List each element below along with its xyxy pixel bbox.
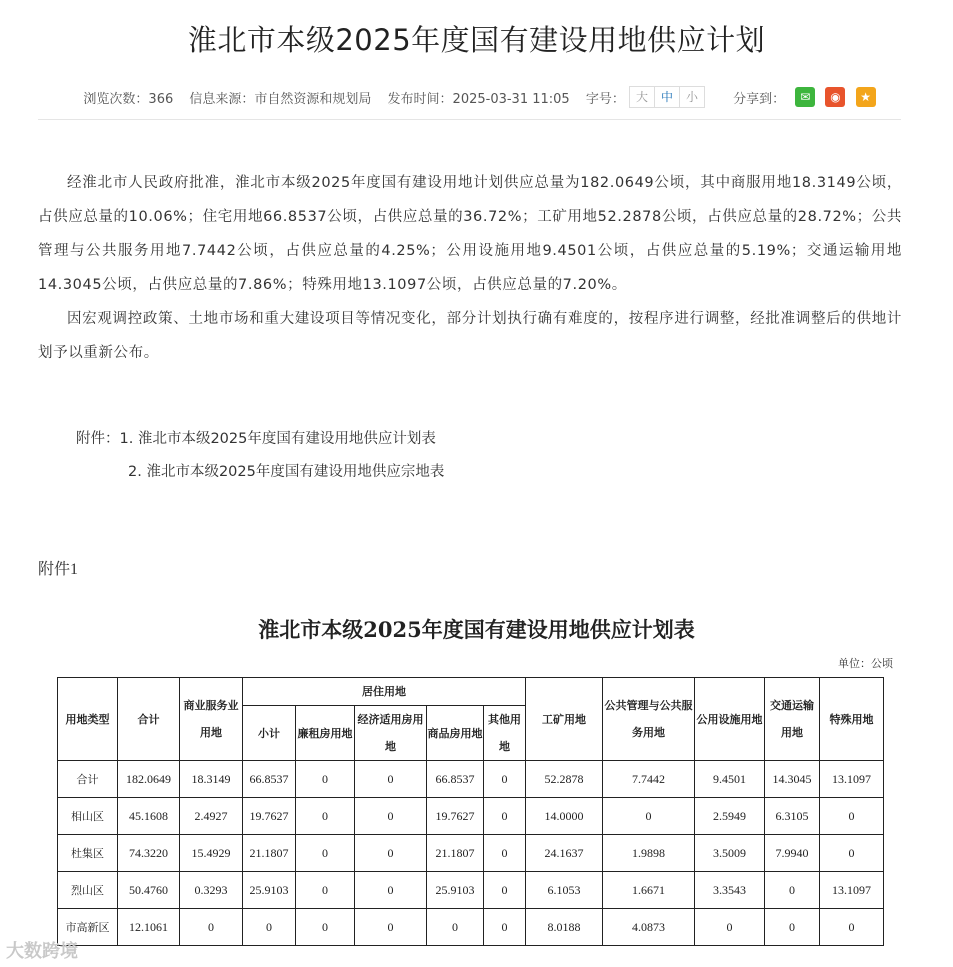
- table-row: [58, 798, 884, 835]
- table-cell: 182.0649: [118, 761, 180, 798]
- weibo-icon[interactable]: ◉: [825, 87, 845, 107]
- table-cell: 0: [355, 835, 427, 872]
- table-cell: 12.1061: [118, 909, 180, 946]
- table-cell: 19.7627: [427, 798, 484, 835]
- table-cell: 66.8537: [243, 761, 296, 798]
- header-industrial: 工矿用地: [526, 678, 603, 761]
- attachment-link-1[interactable]: 附件：1. 淮北市本级2025年度国有建设用地供应计划表: [76, 431, 436, 447]
- table-cell: 24.1637: [526, 835, 603, 872]
- table-cell: 0: [484, 872, 526, 909]
- paragraph-adjustment: 因宏观调控政策、土地市场和重大建设项目等情况变化，部分计划执行确有难度的，按程序进行调整，经批准调整后的供地计划予以重新公布。: [38, 311, 902, 361]
- table-cell: 66.8537: [427, 761, 484, 798]
- table-cell: 2.5949: [695, 798, 765, 835]
- table-cell: 2.4927: [180, 798, 243, 835]
- table-cell: 0: [484, 798, 526, 835]
- share-label: 分享到：: [733, 91, 786, 107]
- header-other: 其他用地: [484, 706, 526, 761]
- row-label: 烈山区: [58, 872, 118, 909]
- wechat-icon[interactable]: ✉: [795, 87, 815, 107]
- table-row: [58, 872, 884, 909]
- attachment-link-2[interactable]: 2. 淮北市本级2025年度国有建设用地供应宗地表: [128, 464, 445, 480]
- table-cell: 0: [296, 761, 355, 798]
- table-cell: 0: [355, 872, 427, 909]
- supply-plan-table: [57, 677, 884, 946]
- table-cell: 13.1097: [820, 872, 884, 909]
- header-public: 公共管理与公共服务用地: [603, 678, 695, 761]
- table-cell: 0.3293: [180, 872, 243, 909]
- table-cell: 52.2878: [526, 761, 603, 798]
- table-cell: 0: [296, 798, 355, 835]
- header-commodity: 商品房用地: [427, 706, 484, 761]
- table-row: [58, 909, 884, 946]
- table-cell: 0: [765, 909, 820, 946]
- font-size-label: 字号：: [585, 91, 625, 107]
- table-cell: 6.1053: [526, 872, 603, 909]
- header-subtotal: 小计: [243, 706, 296, 761]
- table-cell: 25.9103: [427, 872, 484, 909]
- table-cell: 13.1097: [820, 761, 884, 798]
- table-cell: 19.7627: [243, 798, 296, 835]
- table-cell: 0: [296, 835, 355, 872]
- table-cell: 0: [355, 761, 427, 798]
- table-cell: 1.9898: [603, 835, 695, 872]
- table-cell: 0: [820, 909, 884, 946]
- paragraph-supply-summary: 经淮北市人民政府批准，淮北市本级2025年度国有建设用地计划供应总量为182.0649公顷，其中商服用地18.3149公顷，占供应总量的10.06%；住宅用地66.8537公顷，占供应总量的36.72%；工矿用地52.2878公顷，占供应总量的28.72%；公共管理与公共服务用地7.7442公顷，占供应总量的4.25%；公用设施用地9.4501公顷，占供应总量的5.19%；交通运输用地14.3045公顷，占供应总量的7.86%；特殊用地13.1097公顷，占供应总量的7.20%。: [38, 175, 902, 293]
- table-row: [58, 761, 884, 798]
- table-cell: 50.4760: [118, 872, 180, 909]
- table-cell: 45.1608: [118, 798, 180, 835]
- table-cell: 0: [695, 909, 765, 946]
- table-cell: 0: [296, 872, 355, 909]
- table-cell: 14.0000: [526, 798, 603, 835]
- header-residential: 居住用地: [243, 678, 526, 706]
- header-special: 特殊用地: [820, 678, 884, 761]
- table-cell: 0: [484, 909, 526, 946]
- table-title: 淮北市本级2025年度国有建设用地供应计划表: [258, 617, 695, 642]
- table-cell: 25.9103: [243, 872, 296, 909]
- table-cell: 0: [484, 761, 526, 798]
- table-cell: 0: [820, 835, 884, 872]
- table-header-row: [58, 678, 884, 706]
- font-size-large-button[interactable]: 大: [630, 87, 655, 107]
- table-cell: 0: [296, 909, 355, 946]
- appendix-label: 附件1: [38, 561, 79, 578]
- header-commercial: 商业服务业用地: [180, 678, 243, 761]
- table-cell: 0: [427, 909, 484, 946]
- header-utility: 公用设施用地: [695, 678, 765, 761]
- row-label: 市高新区: [58, 909, 118, 946]
- table-cell: 7.9940: [765, 835, 820, 872]
- header-total: 合计: [118, 678, 180, 761]
- table-cell: 15.4929: [180, 835, 243, 872]
- table-cell: 0: [243, 909, 296, 946]
- table-cell: 1.6671: [603, 872, 695, 909]
- font-size-small-button[interactable]: 小: [685, 90, 698, 104]
- table-cell: 4.0873: [603, 909, 695, 946]
- table-cell: 0: [180, 909, 243, 946]
- header-divider: [38, 119, 901, 120]
- table-cell: 6.3105: [765, 798, 820, 835]
- article-meta: [0, 86, 953, 108]
- view-count: 浏览次数：366: [83, 91, 174, 107]
- header-type: 用地类型: [58, 678, 118, 761]
- header-affordable: 经济适用房用地: [355, 706, 427, 761]
- table-cell: 0: [765, 872, 820, 909]
- table-cell: 74.3220: [118, 835, 180, 872]
- font-size-switcher: [629, 86, 705, 108]
- table-cell: 9.4501: [695, 761, 765, 798]
- unit-label: 单位：公顷: [838, 657, 893, 670]
- row-label: 杜集区: [58, 835, 118, 872]
- table-cell: 7.7442: [603, 761, 695, 798]
- table-cell: 21.1807: [427, 835, 484, 872]
- table-cell: 18.3149: [180, 761, 243, 798]
- table-cell: 14.3045: [765, 761, 820, 798]
- table-cell: 0: [355, 798, 427, 835]
- table-cell: 3.3543: [695, 872, 765, 909]
- table-cell: 8.0188: [526, 909, 603, 946]
- table-cell: 0: [603, 798, 695, 835]
- header-transport: 交通运输用地: [765, 678, 820, 761]
- article-body: [38, 166, 902, 370]
- table-row: [58, 835, 884, 872]
- font-size-medium-button[interactable]: 中: [655, 87, 680, 107]
- qzone-icon[interactable]: ★: [856, 87, 876, 107]
- table-cell: 0: [820, 798, 884, 835]
- watermark: 大数跨境: [6, 941, 78, 962]
- info-source: 信息来源：市自然资源和规划局: [189, 91, 372, 107]
- table-body: [58, 761, 884, 946]
- row-label: 合计: [58, 761, 118, 798]
- row-label: 相山区: [58, 798, 118, 835]
- publish-time: 发布时间：2025-03-31 11:05: [387, 91, 570, 107]
- table-cell: 21.1807: [243, 835, 296, 872]
- table-cell: 0: [355, 909, 427, 946]
- page-title: 淮北市本级2025年度国有建设用地供应计划: [187, 23, 766, 57]
- table-cell: 0: [484, 835, 526, 872]
- header-lowrent: 廉租房用地: [296, 706, 355, 761]
- table-cell: 3.5009: [695, 835, 765, 872]
